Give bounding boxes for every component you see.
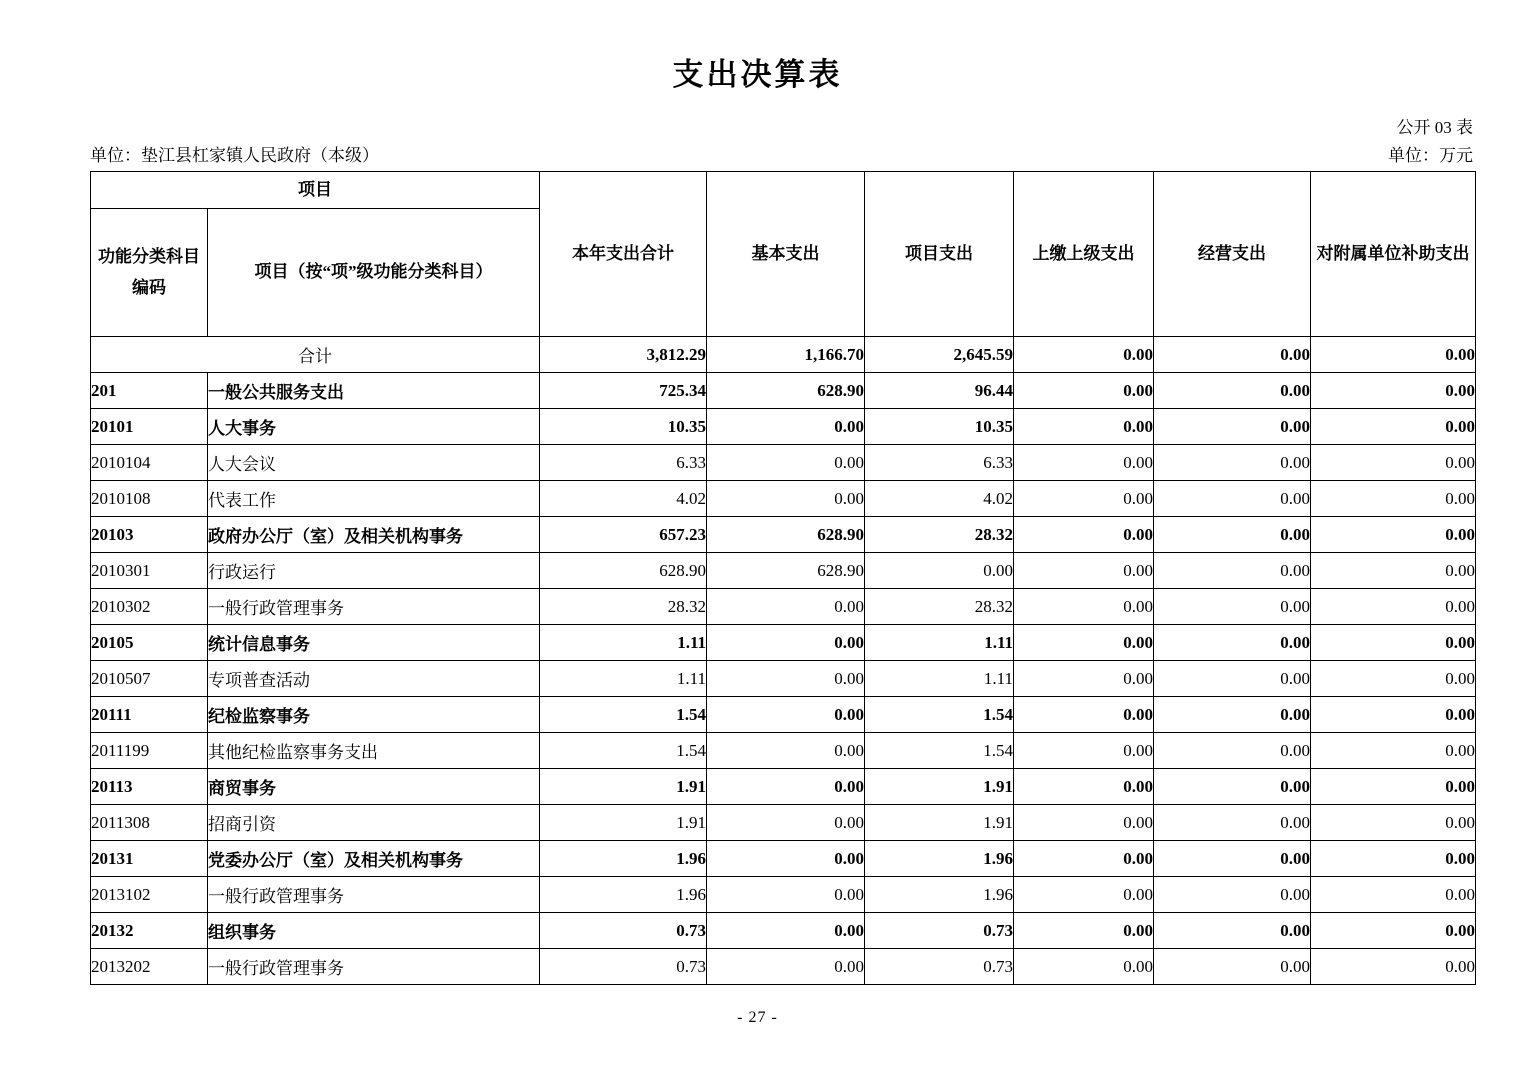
table-row — [91, 409, 1476, 445]
value-cell: 0.00 — [1154, 553, 1311, 589]
value-cell: 1.91 — [865, 805, 1014, 841]
unit-currency-label: 单位：万元 — [1388, 146, 1473, 166]
name-cell: 行政运行 — [208, 553, 540, 589]
table-row — [91, 661, 1476, 697]
total-value-cell: 3,812.29 — [540, 337, 707, 373]
value-cell: 0.00 — [1154, 661, 1311, 697]
value-cell: 10.35 — [865, 409, 1014, 445]
total-row — [91, 337, 1476, 373]
value-cell: 0.00 — [1154, 481, 1311, 517]
value-cell: 628.90 — [540, 553, 707, 589]
value-cell: 0.00 — [1311, 409, 1476, 445]
value-cell: 0.00 — [1154, 949, 1311, 985]
header-item-name: 项目（按“项”级功能分类科目） — [208, 209, 540, 337]
name-cell: 一般行政管理事务 — [208, 949, 540, 985]
table-body — [91, 337, 1476, 985]
value-cell: 0.00 — [1311, 805, 1476, 841]
value-cell: 10.35 — [540, 409, 707, 445]
header-col-subsidy: 对附属单位补助支出 — [1311, 172, 1476, 337]
value-cell: 0.00 — [1014, 661, 1154, 697]
name-cell: 人大会议 — [208, 445, 540, 481]
value-cell: 1.96 — [540, 877, 707, 913]
name-cell: 招商引资 — [208, 805, 540, 841]
header-col-operating: 经营支出 — [1154, 172, 1311, 337]
value-cell: 0.00 — [707, 589, 865, 625]
total-value-cell: 2,645.59 — [865, 337, 1014, 373]
value-cell: 628.90 — [707, 553, 865, 589]
publish-table-label: 公开 03 表 — [1396, 118, 1473, 138]
value-cell: 0.73 — [865, 913, 1014, 949]
value-cell: 0.00 — [1154, 589, 1311, 625]
header-function-code: 功能分类科目编码 — [91, 209, 208, 337]
header-col-annual-total: 本年支出合计 — [540, 172, 707, 337]
code-cell: 2010104 — [91, 445, 208, 481]
value-cell: 6.33 — [865, 445, 1014, 481]
code-cell: 20111 — [91, 697, 208, 733]
value-cell: 0.00 — [707, 841, 865, 877]
value-cell: 0.00 — [1014, 481, 1154, 517]
value-cell: 0.00 — [1311, 697, 1476, 733]
value-cell: 0.00 — [1154, 625, 1311, 661]
value-cell: 628.90 — [707, 517, 865, 553]
code-cell: 201 — [91, 373, 208, 409]
value-cell: 725.34 — [540, 373, 707, 409]
table-row — [91, 805, 1476, 841]
value-cell: 0.73 — [865, 949, 1014, 985]
code-cell: 2010108 — [91, 481, 208, 517]
code-cell: 20132 — [91, 913, 208, 949]
value-cell: 628.90 — [707, 373, 865, 409]
value-cell: 1.11 — [865, 661, 1014, 697]
name-cell: 政府办公厅（室）及相关机构事务 — [208, 517, 540, 553]
code-cell: 2010302 — [91, 589, 208, 625]
value-cell: 0.00 — [1311, 373, 1476, 409]
value-cell: 0.00 — [707, 733, 865, 769]
value-cell: 0.00 — [1154, 733, 1311, 769]
value-cell: 0.00 — [707, 913, 865, 949]
code-cell: 2013202 — [91, 949, 208, 985]
value-cell: 0.00 — [1014, 409, 1154, 445]
name-cell: 专项普查活动 — [208, 661, 540, 697]
value-cell: 0.00 — [1311, 589, 1476, 625]
expenditure-table — [90, 171, 1476, 985]
name-cell: 统计信息事务 — [208, 625, 540, 661]
value-cell: 0.00 — [865, 553, 1014, 589]
value-cell: 0.00 — [1014, 589, 1154, 625]
code-cell: 20131 — [91, 841, 208, 877]
value-cell: 0.00 — [1311, 481, 1476, 517]
code-cell: 20103 — [91, 517, 208, 553]
total-value-cell: 1,166.70 — [707, 337, 865, 373]
value-cell: 0.00 — [707, 625, 865, 661]
value-cell: 1.96 — [865, 877, 1014, 913]
table-row — [91, 913, 1476, 949]
value-cell: 4.02 — [865, 481, 1014, 517]
value-cell: 1.91 — [865, 769, 1014, 805]
table-header — [91, 172, 1476, 337]
code-cell: 2013102 — [91, 877, 208, 913]
value-cell: 0.00 — [1311, 913, 1476, 949]
value-cell: 0.00 — [1311, 625, 1476, 661]
value-cell: 0.00 — [1311, 877, 1476, 913]
code-cell: 20101 — [91, 409, 208, 445]
unit-name-label: 单位：垫江县杠家镇人民政府（本级） — [90, 146, 379, 166]
value-cell: 1.96 — [865, 841, 1014, 877]
table-row — [91, 553, 1476, 589]
table-row — [91, 769, 1476, 805]
value-cell: 0.00 — [1154, 697, 1311, 733]
value-cell: 0.00 — [1014, 445, 1154, 481]
value-cell: 1.54 — [540, 697, 707, 733]
value-cell: 0.00 — [707, 949, 865, 985]
value-cell: 0.00 — [1311, 553, 1476, 589]
total-label-cell: 合计 — [91, 337, 540, 373]
table-row — [91, 877, 1476, 913]
value-cell: 0.00 — [707, 481, 865, 517]
code-cell: 20113 — [91, 769, 208, 805]
value-cell: 0.00 — [1014, 517, 1154, 553]
total-value-cell: 0.00 — [1014, 337, 1154, 373]
table-row — [91, 949, 1476, 985]
table-row — [91, 373, 1476, 409]
name-cell: 党委办公厅（室）及相关机构事务 — [208, 841, 540, 877]
name-cell: 其他纪检监察事务支出 — [208, 733, 540, 769]
value-cell: 0.00 — [1014, 913, 1154, 949]
table-row — [91, 517, 1476, 553]
value-cell: 28.32 — [540, 589, 707, 625]
value-cell: 0.00 — [1154, 877, 1311, 913]
value-cell: 0.00 — [1014, 769, 1154, 805]
value-cell: 0.00 — [1311, 841, 1476, 877]
value-cell: 4.02 — [540, 481, 707, 517]
value-cell: 1.11 — [865, 625, 1014, 661]
name-cell: 商贸事务 — [208, 769, 540, 805]
value-cell: 0.00 — [1311, 445, 1476, 481]
value-cell: 0.00 — [707, 769, 865, 805]
code-cell: 2011308 — [91, 805, 208, 841]
value-cell: 0.00 — [1014, 373, 1154, 409]
value-cell: 0.00 — [707, 661, 865, 697]
value-cell: 0.00 — [1014, 553, 1154, 589]
value-cell: 0.00 — [1014, 949, 1154, 985]
table-row — [91, 733, 1476, 769]
table-row — [91, 697, 1476, 733]
value-cell: 0.00 — [1014, 625, 1154, 661]
value-cell: 0.00 — [1154, 373, 1311, 409]
value-cell: 1.91 — [540, 805, 707, 841]
unit-line — [90, 141, 1473, 166]
value-cell: 0.00 — [707, 445, 865, 481]
value-cell: 1.11 — [540, 661, 707, 697]
value-cell: 28.32 — [865, 589, 1014, 625]
table-row — [91, 625, 1476, 661]
value-cell: 1.54 — [540, 733, 707, 769]
name-cell: 代表工作 — [208, 481, 540, 517]
code-cell: 2010301 — [91, 553, 208, 589]
value-cell: 0.00 — [1154, 769, 1311, 805]
value-cell: 0.00 — [1154, 805, 1311, 841]
value-cell: 0.00 — [1311, 769, 1476, 805]
value-cell: 0.00 — [1311, 949, 1476, 985]
value-cell: 0.00 — [1311, 733, 1476, 769]
total-value-cell: 0.00 — [1311, 337, 1476, 373]
table-row — [91, 589, 1476, 625]
value-cell: 0.00 — [707, 805, 865, 841]
name-cell: 纪检监察事务 — [208, 697, 540, 733]
value-cell: 0.00 — [1014, 733, 1154, 769]
name-cell: 人大事务 — [208, 409, 540, 445]
value-cell: 1.54 — [865, 733, 1014, 769]
code-cell: 2011199 — [91, 733, 208, 769]
table-row — [91, 481, 1476, 517]
page-title: 支出决算表 — [672, 57, 843, 92]
table-row — [91, 445, 1476, 481]
value-cell: 6.33 — [540, 445, 707, 481]
value-cell: 0.00 — [1154, 445, 1311, 481]
header-col-upturn: 上缴上级支出 — [1014, 172, 1154, 337]
value-cell: 0.00 — [1014, 805, 1154, 841]
value-cell: 0.00 — [1154, 913, 1311, 949]
header-project-group: 项目 — [91, 172, 540, 209]
value-cell: 0.00 — [707, 877, 865, 913]
value-cell: 1.91 — [540, 769, 707, 805]
name-cell: 一般公共服务支出 — [208, 373, 540, 409]
name-cell: 一般行政管理事务 — [208, 877, 540, 913]
value-cell: 0.00 — [1154, 841, 1311, 877]
value-cell: 0.00 — [1014, 877, 1154, 913]
value-cell: 1.54 — [865, 697, 1014, 733]
code-cell: 2010507 — [91, 661, 208, 697]
value-cell: 0.00 — [707, 697, 865, 733]
name-cell: 一般行政管理事务 — [208, 589, 540, 625]
name-cell: 组织事务 — [208, 913, 540, 949]
value-cell: 0.73 — [540, 913, 707, 949]
value-cell: 0.00 — [1014, 841, 1154, 877]
value-cell: 0.00 — [707, 409, 865, 445]
total-value-cell: 0.00 — [1154, 337, 1311, 373]
value-cell: 1.96 — [540, 841, 707, 877]
value-cell: 0.00 — [1154, 409, 1311, 445]
value-cell: 0.73 — [540, 949, 707, 985]
page-number: - 27 - — [737, 1009, 778, 1027]
header-col-basic: 基本支出 — [707, 172, 865, 337]
value-cell: 657.23 — [540, 517, 707, 553]
code-cell: 20105 — [91, 625, 208, 661]
value-cell: 1.11 — [540, 625, 707, 661]
table-row — [91, 841, 1476, 877]
header-col-project: 项目支出 — [865, 172, 1014, 337]
value-cell: 0.00 — [1311, 517, 1476, 553]
value-cell: 0.00 — [1154, 517, 1311, 553]
value-cell: 28.32 — [865, 517, 1014, 553]
value-cell: 96.44 — [865, 373, 1014, 409]
value-cell: 0.00 — [1014, 697, 1154, 733]
value-cell: 0.00 — [1311, 661, 1476, 697]
